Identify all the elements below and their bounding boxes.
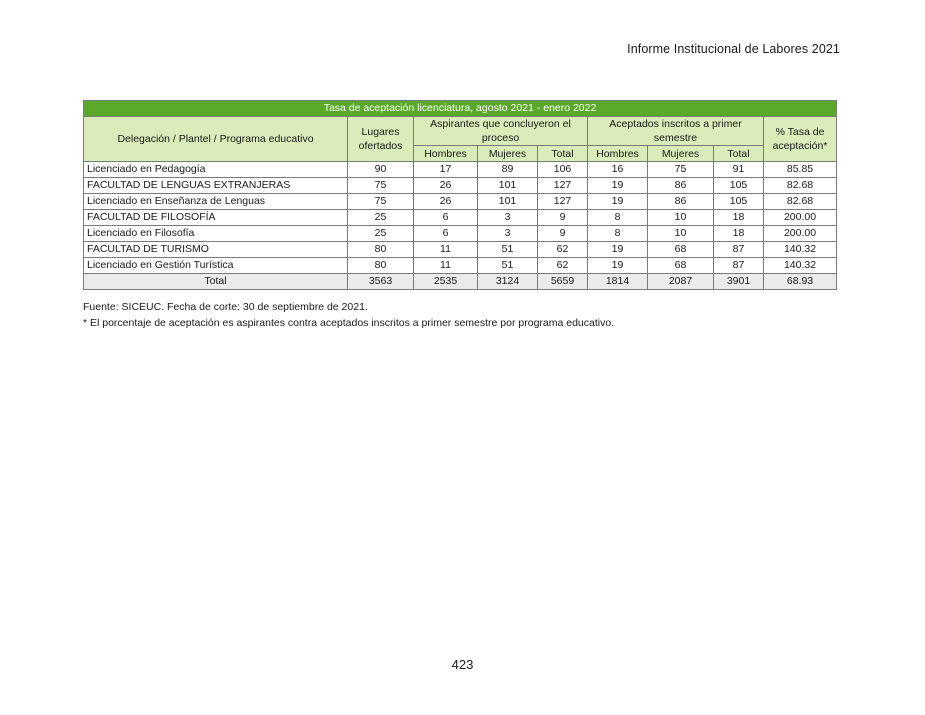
header-accepted: Aceptados inscritos a primer semestre <box>588 117 764 146</box>
table-row <box>84 226 837 242</box>
header-program: Delegación / Plantel / Programa educativo <box>84 117 348 162</box>
header-accepted-total: Total <box>714 146 764 162</box>
cell-program: Licenciado en Gestión Turística <box>84 258 348 274</box>
cell-applicants-total: 106 <box>538 162 588 178</box>
table-header-row <box>84 117 837 146</box>
cell-accepted-men: 16 <box>588 162 648 178</box>
cell-total-applicants-men: 2535 <box>414 274 478 290</box>
cell-accepted-total: 87 <box>714 258 764 274</box>
cell-rate: 85.85 <box>764 162 837 178</box>
cell-applicants-total: 9 <box>538 226 588 242</box>
cell-accepted-total: 87 <box>714 242 764 258</box>
table-notes <box>83 299 614 331</box>
acceptance-rate-table <box>83 100 837 290</box>
cell-program: Licenciado en Filosofía <box>84 226 348 242</box>
cell-applicants-men: 17 <box>414 162 478 178</box>
table-row <box>84 194 837 210</box>
table-title-row <box>84 101 837 117</box>
cell-accepted-total: 18 <box>714 210 764 226</box>
cell-applicants-total: 127 <box>538 178 588 194</box>
cell-program: FACULTAD DE TURISMO <box>84 242 348 258</box>
cell-program: FACULTAD DE LENGUAS EXTRANJERAS <box>84 178 348 194</box>
cell-accepted-men: 8 <box>588 226 648 242</box>
cell-accepted-total: 91 <box>714 162 764 178</box>
cell-accepted-men: 19 <box>588 178 648 194</box>
table-row <box>84 258 837 274</box>
header-accepted-men: Hombres <box>588 146 648 162</box>
cell-applicants-women: 89 <box>478 162 538 178</box>
cell-accepted-women: 86 <box>648 178 714 194</box>
cell-applicants-men: 6 <box>414 226 478 242</box>
cell-total-accepted-total: 3901 <box>714 274 764 290</box>
table-row <box>84 242 837 258</box>
cell-total-applicants-women: 3124 <box>478 274 538 290</box>
header-accepted-women: Mujeres <box>648 146 714 162</box>
cell-places: 25 <box>348 210 414 226</box>
cell-rate: 82.68 <box>764 194 837 210</box>
cell-accepted-women: 68 <box>648 258 714 274</box>
cell-places: 75 <box>348 178 414 194</box>
cell-total-places: 3563 <box>348 274 414 290</box>
footnote: * El porcentaje de aceptación es aspirantes contra aceptados inscritos a primer semestre por programa educativo. <box>83 317 615 329</box>
cell-rate: 200.00 <box>764 210 837 226</box>
cell-accepted-total: 105 <box>714 194 764 210</box>
header-applicants: Aspirantes que concluyeron el proceso <box>414 117 588 146</box>
header-applicants-total: Total <box>538 146 588 162</box>
cell-accepted-women: 10 <box>648 210 714 226</box>
cell-applicants-men: 11 <box>414 242 478 258</box>
cell-accepted-total: 105 <box>714 178 764 194</box>
cell-rate: 140.32 <box>764 242 837 258</box>
cell-rate: 200.00 <box>764 226 837 242</box>
cell-accepted-women: 75 <box>648 162 714 178</box>
cell-applicants-women: 101 <box>478 194 538 210</box>
cell-applicants-women: 51 <box>478 242 538 258</box>
cell-accepted-women: 86 <box>648 194 714 210</box>
cell-program: Licenciado en Enseñanza de Lenguas <box>84 194 348 210</box>
cell-accepted-men: 19 <box>588 242 648 258</box>
cell-applicants-total: 62 <box>538 258 588 274</box>
cell-applicants-women: 101 <box>478 178 538 194</box>
cell-rate: 140.32 <box>764 258 837 274</box>
cell-program: Licenciado en Pedagogía <box>84 162 348 178</box>
cell-total-accepted-men: 1814 <box>588 274 648 290</box>
cell-applicants-women: 3 <box>478 210 538 226</box>
cell-applicants-women: 3 <box>478 226 538 242</box>
header-rate: % Tasa de aceptación* <box>764 117 837 162</box>
source-note: Fuente: SICEUC. Fecha de corte: 30 de septiembre de 2021. <box>83 301 368 313</box>
acceptance-rate-table-container <box>83 100 836 290</box>
page-number: 423 <box>451 657 474 672</box>
table-total-row <box>84 274 837 290</box>
cell-total-rate: 68.93 <box>764 274 837 290</box>
cell-applicants-men: 26 <box>414 194 478 210</box>
table-row <box>84 210 837 226</box>
cell-program: FACULTAD DE FILOSOFÍA <box>84 210 348 226</box>
cell-places: 80 <box>348 242 414 258</box>
table-row <box>84 178 837 194</box>
cell-accepted-men: 19 <box>588 194 648 210</box>
cell-applicants-total: 62 <box>538 242 588 258</box>
cell-places: 75 <box>348 194 414 210</box>
report-title: Informe Institucional de Labores 2021 <box>627 42 840 56</box>
table-title: Tasa de aceptación licenciatura, agosto 2021 - enero 2022 <box>84 101 837 117</box>
cell-accepted-women: 68 <box>648 242 714 258</box>
cell-applicants-total: 127 <box>538 194 588 210</box>
cell-places: 80 <box>348 258 414 274</box>
table-row <box>84 162 837 178</box>
cell-applicants-women: 51 <box>478 258 538 274</box>
cell-total-accepted-women: 2087 <box>648 274 714 290</box>
cell-applicants-men: 11 <box>414 258 478 274</box>
cell-accepted-total: 18 <box>714 226 764 242</box>
cell-total-label: Total <box>84 274 348 290</box>
cell-applicants-men: 6 <box>414 210 478 226</box>
header-applicants-women: Mujeres <box>478 146 538 162</box>
header-applicants-men: Hombres <box>414 146 478 162</box>
cell-accepted-men: 8 <box>588 210 648 226</box>
cell-places: 90 <box>348 162 414 178</box>
cell-rate: 82.68 <box>764 178 837 194</box>
cell-places: 25 <box>348 226 414 242</box>
cell-applicants-total: 9 <box>538 210 588 226</box>
cell-total-applicants-total: 5659 <box>538 274 588 290</box>
header-places: Lugares ofertados <box>348 117 414 162</box>
cell-applicants-men: 26 <box>414 178 478 194</box>
cell-accepted-women: 10 <box>648 226 714 242</box>
cell-accepted-men: 19 <box>588 258 648 274</box>
